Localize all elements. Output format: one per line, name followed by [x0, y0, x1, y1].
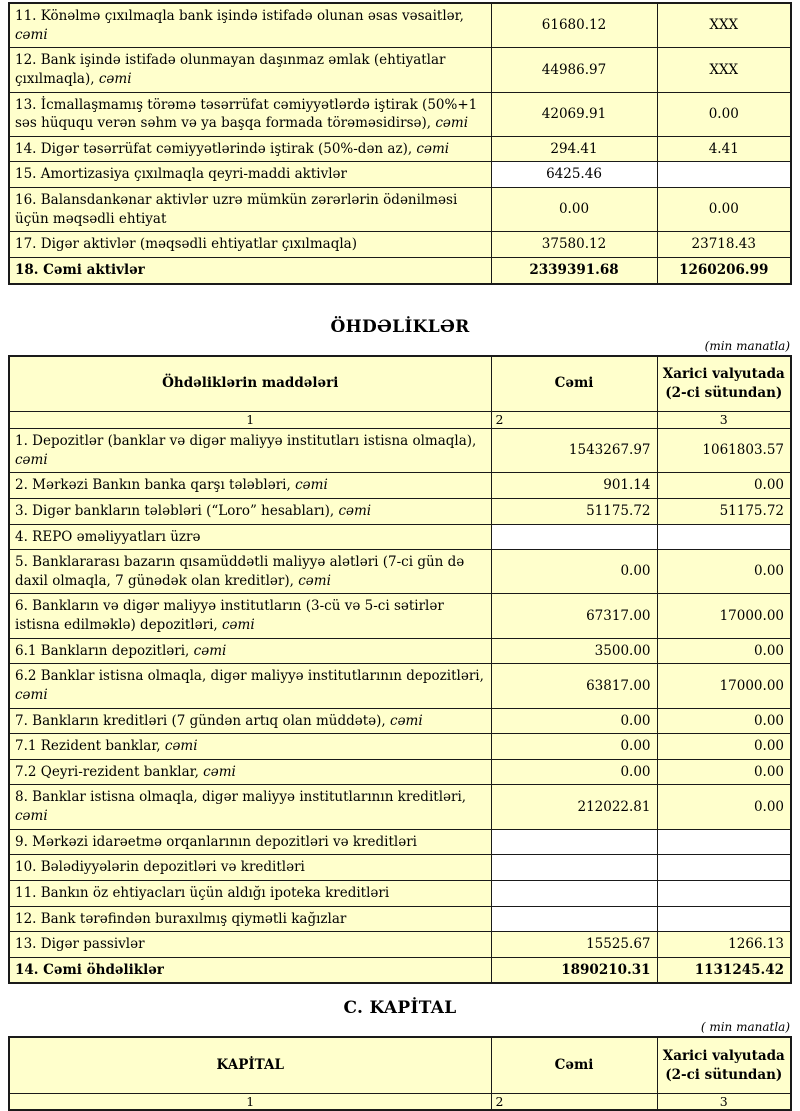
row-label: 16. Balansdankənar aktivlər uzrə mümkün zərərlərin ödənilməsi üçün məqsədli ehtiyat	[9, 188, 491, 232]
row-label: 11. Könəlmə çıxılmaqla bank işində istifadə olunan əsas vəsaitlər, cəmi	[9, 3, 491, 48]
value-total: 0.00	[491, 759, 657, 785]
value-total	[491, 524, 657, 550]
table-row	[9, 498, 791, 524]
row-label: 1. Depozitlər (banklar və digər maliyyə institutları istisna olmaqla), cəmi	[9, 429, 491, 473]
row-label: 7.2 Qeyri-rezident banklar, cəmi	[9, 759, 491, 785]
value-foreign: 0.00	[657, 759, 791, 785]
value-total: 15525.67	[491, 932, 657, 958]
value-foreign: 4.41	[657, 136, 791, 162]
value-total: 63817.00	[491, 664, 657, 708]
value-foreign: 0.00	[657, 734, 791, 760]
capital-header-row	[9, 1037, 791, 1093]
row-label: 6.1 Bankların depozitləri, cəmi	[9, 638, 491, 664]
value-total: 1543267.97	[491, 429, 657, 473]
value-total	[491, 880, 657, 906]
value-total	[491, 906, 657, 932]
row-label: 4. REPO əməliyyatları üzrə	[9, 524, 491, 550]
table-row	[9, 734, 791, 760]
table-row	[9, 759, 791, 785]
table-row	[9, 232, 791, 258]
value-foreign: 1061803.57	[657, 429, 791, 473]
column-number-1: 1	[9, 412, 491, 429]
value-foreign: 23718.43	[657, 232, 791, 258]
table-row	[9, 3, 791, 48]
row-label: 12. Bank işində istifadə olunmayan daşınmaz əmlak (ehtiyatlar çıxılmaqla), cəmi	[9, 48, 491, 92]
row-label: 13. İcmallaşmamış törəmə təsərrüfat cəmiyyətlərdə iştirak (50%+1 səs hüququ verən səhm və ya başqa formada törəməsidirsə), cəmi	[9, 92, 491, 136]
table-row	[9, 932, 791, 958]
row-label: 2. Mərkəzi Bankın banka qarşı tələbləri, cəmi	[9, 473, 491, 499]
value-foreign	[657, 162, 791, 188]
column-number-3: 3	[657, 412, 791, 429]
table-row	[9, 473, 791, 499]
row-label: 11. Bankın öz ehtiyacları üçün aldığı ipoteka kreditləri	[9, 880, 491, 906]
value-foreign: 0.00	[657, 92, 791, 136]
value-foreign: 17000.00	[657, 594, 791, 638]
table-row	[9, 429, 791, 473]
value-total: 3500.00	[491, 638, 657, 664]
value-foreign: 51175.72	[657, 498, 791, 524]
liabilities-header-total: Cəmi	[491, 356, 657, 412]
row-label: 14. Digər təsərrüfat cəmiyyətlərində iştirak (50%-dən az), cəmi	[9, 136, 491, 162]
row-label: 6. Bankların və digər maliyyə institutların (3-cü və 5-ci sətirlər istisna edilməklə) depozitləri, cəmi	[9, 594, 491, 638]
value-foreign: 0.00	[657, 550, 791, 594]
row-label: 7.1 Rezident banklar, cəmi	[9, 734, 491, 760]
table-row	[9, 257, 791, 283]
table-row	[9, 957, 791, 983]
capital-header-total: Cəmi	[491, 1037, 657, 1093]
row-label: 8. Banklar istisna olmaqla, digər maliyyə institutlarının kreditləri, cəmi	[9, 785, 491, 829]
value-foreign: 0.00	[657, 188, 791, 232]
column-number-1: 1	[9, 1093, 491, 1110]
capital-section-title: C. KAPİTAL	[343, 998, 457, 1019]
table-row	[9, 136, 791, 162]
table-row	[9, 48, 791, 92]
value-total: 294.41	[491, 136, 657, 162]
row-label: 10. Bələdiyyələrin depozitləri və kreditləri	[9, 855, 491, 881]
table-row	[9, 594, 791, 638]
liabilities-header-foreign: Xarici valyutada (2-ci sütundan)	[657, 356, 791, 412]
liabilities-column-number-row	[9, 412, 791, 429]
value-total: 1890210.31	[491, 957, 657, 983]
value-total: 51175.72	[491, 498, 657, 524]
value-total: 0.00	[491, 550, 657, 594]
capital-header-items: KAPİTAL	[9, 1037, 491, 1093]
value-foreign	[657, 880, 791, 906]
value-total: 44986.97	[491, 48, 657, 92]
value-foreign: 0.00	[657, 708, 791, 734]
table-row	[9, 785, 791, 829]
value-foreign: 0.00	[657, 638, 791, 664]
value-foreign: 1260206.99	[657, 257, 791, 283]
row-label: 3. Digər bankların tələbləri (“Loro” hesabları), cəmi	[9, 498, 491, 524]
row-label: 12. Bank tərəfindən buraxılmış qiymətli kağızlar	[9, 906, 491, 932]
value-total: 0.00	[491, 734, 657, 760]
value-foreign	[657, 906, 791, 932]
value-total: 67317.00	[491, 594, 657, 638]
value-total: 901.14	[491, 473, 657, 499]
value-total: 212022.81	[491, 785, 657, 829]
table-row	[9, 829, 791, 855]
row-label: 5. Banklararası bazarın qısamüddətli maliyyə alətləri (7-ci gün də daxil olmaqla, 7 günədək olan kreditlər), cəmi	[9, 550, 491, 594]
row-label: 13. Digər passivlər	[9, 932, 491, 958]
table-row	[9, 708, 791, 734]
table-row	[9, 188, 791, 232]
value-foreign: XXX	[657, 48, 791, 92]
value-total: 42069.91	[491, 92, 657, 136]
table-row	[9, 638, 791, 664]
value-foreign	[657, 524, 791, 550]
value-foreign: 17000.00	[657, 664, 791, 708]
value-foreign	[657, 855, 791, 881]
capital-header-foreign: Xarici valyutada (2-ci sütundan)	[657, 1037, 791, 1093]
table-row	[9, 906, 791, 932]
liabilities-section-title: ÖHDƏLİKLƏR	[330, 316, 470, 337]
row-label: 9. Mərkəzi idarəetmə orqanlarının depozitləri və kreditləri	[9, 829, 491, 855]
table-row	[9, 550, 791, 594]
value-foreign: 0.00	[657, 785, 791, 829]
row-label: 18. Cəmi aktivlər	[9, 257, 491, 283]
value-total: 0.00	[491, 188, 657, 232]
value-foreign	[657, 829, 791, 855]
value-total	[491, 829, 657, 855]
column-number-3: 3	[657, 1093, 791, 1110]
column-number-2: 2	[491, 1093, 657, 1110]
row-label: 15. Amortizasiya çıxılmaqla qeyri-maddi aktivlər	[9, 162, 491, 188]
value-total	[491, 855, 657, 881]
table-row	[9, 162, 791, 188]
liabilities-table	[8, 355, 792, 985]
assets-table	[8, 2, 792, 285]
table-row	[9, 92, 791, 136]
value-foreign: XXX	[657, 3, 791, 48]
liabilities-header-row	[9, 356, 791, 412]
capital-unit-note: ( min manatla)	[700, 1020, 790, 1035]
value-total: 6425.46	[491, 162, 657, 188]
value-total: 2339391.68	[491, 257, 657, 283]
row-label: 7. Bankların kreditləri (7 gündən artıq olan müddətə), cəmi	[9, 708, 491, 734]
value-foreign: 1266.13	[657, 932, 791, 958]
capital-column-number-row	[9, 1093, 791, 1110]
capital-table	[8, 1036, 792, 1111]
table-row	[9, 664, 791, 708]
column-number-2: 2	[491, 412, 657, 429]
row-label: 6.2 Banklar istisna olmaqla, digər maliyyə institutlarının depozitləri, cəmi	[9, 664, 491, 708]
value-foreign: 0.00	[657, 473, 791, 499]
row-label: 14. Cəmi öhdəliklər	[9, 957, 491, 983]
value-total: 61680.12	[491, 3, 657, 48]
table-row	[9, 855, 791, 881]
row-label: 17. Digər aktivlər (məqsədli ehtiyatlar çıxılmaqla)	[9, 232, 491, 258]
table-row	[9, 524, 791, 550]
value-total: 37580.12	[491, 232, 657, 258]
liabilities-unit-note: (min manatla)	[704, 338, 790, 353]
table-row	[9, 880, 791, 906]
value-foreign: 1131245.42	[657, 957, 791, 983]
liabilities-header-items: Öhdəliklərin maddələri	[9, 356, 491, 412]
value-total: 0.00	[491, 708, 657, 734]
